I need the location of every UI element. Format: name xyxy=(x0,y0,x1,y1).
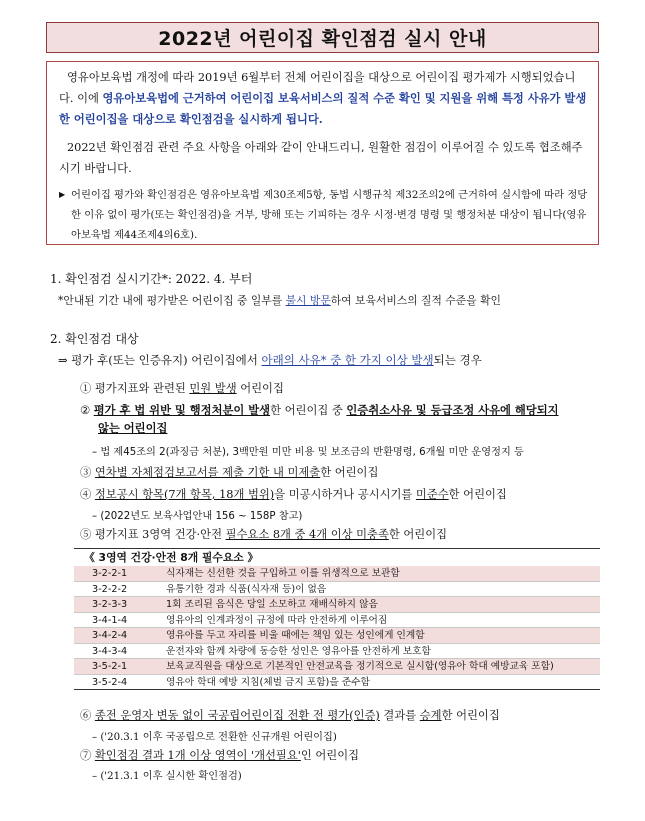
intro-paragraph-1 xyxy=(59,67,588,130)
item5-a: ⑤ 평가지표 3영역 건강·안전 xyxy=(80,528,226,541)
criteria-item-5 xyxy=(80,526,447,542)
element-description: 운전자와 함께 차량에 동승한 성인은 영유아를 안전하게 보호함 xyxy=(166,645,431,657)
criteria-item-6-sub: – ('20.3.1 이후 국공립으로 전환한 신규개원 어린이집) xyxy=(92,732,337,743)
item7-b: 인 어린이집 xyxy=(300,749,360,762)
element-code: 3-2-2-2 xyxy=(92,583,128,595)
section-2-lead-b: 되는 경우 xyxy=(433,353,482,367)
criteria-item-4-sub: – (2022년도 보육사업안내 156 ~ 158P 참고) xyxy=(92,511,303,522)
criteria-item-2-cont xyxy=(98,420,167,436)
table-row xyxy=(74,582,600,598)
intro-paragraph-2 xyxy=(59,137,588,179)
table-row xyxy=(74,644,600,660)
element-code: 3-2-2-1 xyxy=(92,568,128,579)
intro-text-emphasis: 영유아보육법에 근거하여 어린이집 보육서비스의 질적 수준 확인 및 지원을 위해 특정 사유가 발생한 어린이집을 대상으로 확인점검을 실시하게 됩니다. xyxy=(59,91,587,126)
item1-u: 민원 발생 xyxy=(189,382,237,395)
element-code: 3-5-2-4 xyxy=(92,676,128,688)
item3-a: ③ xyxy=(80,466,95,479)
item4-c: 한 어린이집 xyxy=(448,488,507,501)
item7-a: ⑦ xyxy=(80,749,95,762)
page-title: 2022년 어린이집 확인점검 실시 안내 xyxy=(46,22,599,53)
section-1-note-b: 하여 보육서비스의 질적 수준을 확인 xyxy=(330,294,501,307)
criteria-item-3 xyxy=(80,464,378,480)
item5-u: 필수요소 8개 중 4개 이상 미충족 xyxy=(225,528,389,541)
criteria-item-7 xyxy=(80,747,359,763)
element-description: 유통기한 경과 식품(식자재 등)이 없음 xyxy=(166,583,327,595)
criteria-item-1 xyxy=(80,380,284,396)
table-row xyxy=(74,675,600,691)
item1-a: ① 평가지표와 관련된 xyxy=(80,382,190,395)
item4-b: 을 미공시하거나 공시시기를 xyxy=(274,488,416,501)
legal-note xyxy=(59,185,588,245)
item2-a: ② xyxy=(80,404,94,417)
criteria-item-4 xyxy=(80,486,507,502)
item4-a: ④ xyxy=(80,488,95,501)
section-1-heading: 1. 확인점검 실시기간*: 2022. 4. 부터 xyxy=(50,272,253,286)
criteria-item-2 xyxy=(80,402,559,418)
item2-b: 한 어린이집 중 xyxy=(270,404,347,417)
element-code: 3-4-3-4 xyxy=(92,645,128,657)
item4-u2: 미준수 xyxy=(415,488,449,501)
item6-u2: 승계 xyxy=(419,709,442,722)
item2-u3: 않는 어린이집 xyxy=(98,421,168,435)
intro-text-plain: 영유아보육법 개정에 따라 2019년 6월부터 전체 어린이집을 대상으로 어린이집 평가제가 시행되었습니다. 이에 xyxy=(59,71,576,105)
element-description: 영유아 학대 예방 지침(체벌 금지 포함)을 준수함 xyxy=(166,676,370,688)
item2-u2: 인증취소사유 및 등급조정 사유에 해당되지 xyxy=(346,403,559,417)
table-row xyxy=(74,566,600,582)
item6-u1: 종전 운영자 변동 없이 국공립어린이집 전환 전 평가(인증) xyxy=(94,709,380,722)
element-description: 보육교직원을 대상으로 기본적인 안전교육을 정기적으로 실시함(영유아 학대 예방교육 포함) xyxy=(166,661,554,672)
element-code: 3-2-3-3 xyxy=(92,599,128,610)
criteria-item-2-sub: – 법 제45조의 2(과징금 처분), 3백만원 미만 비용 및 보조금의 반환명령, 6개월 미만 운영정지 등 xyxy=(92,447,524,458)
element-code: 3-4-2-4 xyxy=(92,630,128,641)
legal-note-text: 어린이집 평가와 확인점검은 영유아보육법 제30조제5항, 동법 시행규칙 제32조의2에 근거하여 실시함에 따라 정당한 이유 없이 평가(또는 확인점검)을 거부, 방해 또는 기피하는 경우 시정·변경 명령 및 행정처분 대상이 됩니다(영유아보육법 제44조제4의6호). xyxy=(71,189,588,241)
element-code: 3-5-2-1 xyxy=(92,661,128,672)
item6-b: 결과를 xyxy=(379,709,420,722)
section-2-lead-a: ⇒ 평가 후(또는 인증유지) 어린이집에서 xyxy=(58,353,262,367)
section-1-note xyxy=(58,293,501,308)
section-1-note-a: *안내된 기간 내에 평가받은 어린이집 중 일부를 xyxy=(58,294,286,307)
criteria-item-7-sub: – ('21.3.1 이후 실시한 확인점검) xyxy=(92,771,242,782)
triangle-bullet-icon: ▶ xyxy=(59,190,66,199)
item7-u: 확인점검 결과 1개 이상 영역이 '개선필요' xyxy=(94,749,301,762)
item4-u1: 정보공시 항목(7개 항목, 18개 범위) xyxy=(94,488,275,501)
intro-box xyxy=(46,61,599,245)
table-row xyxy=(74,597,600,613)
section-1-note-underlined: 불시 방문 xyxy=(285,294,331,307)
item2-u1: 평가 후 법 위반 및 행정처분이 발생 xyxy=(93,403,271,417)
table-row xyxy=(74,659,600,675)
item6-c: 한 어린이집 xyxy=(441,709,500,722)
table-row xyxy=(74,628,600,644)
item1-b: 어린이집 xyxy=(236,382,284,395)
element-code: 3-4-1-4 xyxy=(92,614,128,626)
item3-u: 연차별 자체점검보고서를 제출 기한 내 미제출 xyxy=(94,466,321,479)
element-description: 영유아를 두고 자리를 비울 때에는 책임 있는 성인에게 인계함 xyxy=(166,630,425,641)
criteria-item-6 xyxy=(80,707,500,723)
item6-a: ⑥ xyxy=(80,709,95,722)
element-description: 식자재는 신선한 것을 구입하고 이를 위생적으로 보관함 xyxy=(166,568,400,579)
section-2-lead-underlined: 아래의 사유* 중 한 가지 이상 발생 xyxy=(261,353,434,367)
essential-elements-table-title: 《 3영역 건강·안전 8개 필수요소 》 xyxy=(74,548,600,566)
section-2-heading: 2. 확인점검 대상 xyxy=(50,332,139,346)
element-description: 영유아의 인계과정이 규정에 따라 안전하게 이루어짐 xyxy=(166,614,388,626)
item3-b: 한 어린이집 xyxy=(320,466,379,479)
element-description: 1회 조리된 음식은 당일 소모하고 재배식하지 않음 xyxy=(166,599,378,610)
intro-paragraph-2-text: 2022년 확인점검 관련 주요 사항을 아래와 같이 안내드리니, 원활한 점검이 이루어질 수 있도록 협조해주시기 바랍니다. xyxy=(59,141,583,175)
table-row xyxy=(74,613,600,629)
essential-elements-table xyxy=(74,566,600,690)
item5-b: 한 어린이집 xyxy=(388,528,448,541)
section-2-lead xyxy=(58,352,482,368)
